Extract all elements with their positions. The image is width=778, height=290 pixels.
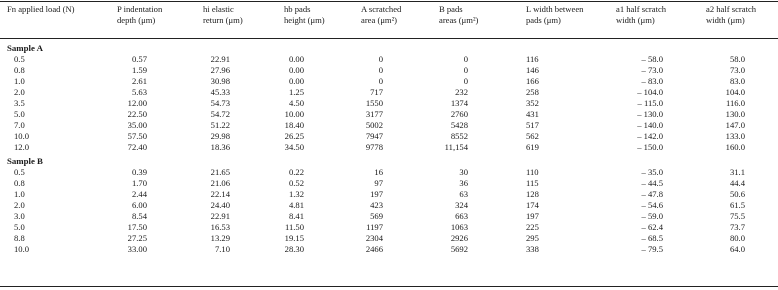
table-cell: 0.57: [131, 54, 147, 64]
table-cell: 0.8: [14, 65, 25, 75]
table-cell: 80.0: [729, 233, 745, 243]
table-cell: 24.40: [210, 200, 230, 210]
table-cell: 1197: [366, 222, 383, 232]
table-cell: 352: [526, 98, 539, 108]
column-header-line2: depth (μm): [117, 14, 156, 25]
table-cell: 11,154: [444, 142, 468, 152]
table-cell: 717: [370, 87, 383, 97]
table-cell: 50.6: [729, 189, 745, 199]
table-cell: 338: [526, 244, 539, 254]
table-cell: 1550: [365, 98, 383, 108]
table-cell: 30: [459, 167, 468, 177]
table-cell: 258: [526, 87, 539, 97]
table-cell: 4.81: [288, 200, 304, 210]
table-cell: 22.14: [210, 189, 230, 199]
table-cell: 8.54: [131, 211, 147, 221]
column-header-line1: L width between: [526, 4, 584, 14]
table-cell: 10.0: [14, 131, 30, 141]
column-header-line1: P indentation: [117, 4, 163, 14]
table-cell: 72.40: [127, 142, 147, 152]
table-cell: 160.0: [725, 142, 745, 152]
table-cell: 8552: [450, 131, 468, 141]
table-cell: 18.40: [284, 120, 304, 130]
table-cell: 0: [463, 76, 468, 86]
table-cell: 116.0: [725, 98, 745, 108]
table-cell: 29.98: [210, 131, 230, 141]
table-cell: 0: [463, 54, 468, 64]
table-cell: 19.15: [284, 233, 304, 243]
column-header-line1: a2 half scratch: [706, 4, 757, 14]
table-row: [0, 76, 778, 87]
table-cell: 3.0: [14, 211, 25, 221]
table-cell: 61.5: [729, 200, 745, 210]
table-cell: 619: [526, 142, 539, 152]
column-header-line2: return (μm): [203, 14, 243, 25]
table-cell: 2926: [450, 233, 468, 243]
table-cell: 26.25: [284, 131, 304, 141]
table-cell: 5692: [450, 244, 468, 254]
column-header-0: [7, 4, 75, 15]
table-row: [0, 65, 778, 76]
table-cell: 1.0: [14, 76, 25, 86]
column-header-5: [439, 4, 478, 25]
table-cell: – 58.0: [641, 54, 663, 64]
table-cell: 197: [370, 189, 383, 199]
table-cell: 13.29: [210, 233, 230, 243]
section-title: Sample A: [7, 43, 43, 53]
table-row: [0, 233, 778, 244]
table-cell: 517: [526, 120, 539, 130]
table-cell: 22.91: [210, 54, 230, 64]
table-cell: 1374: [450, 98, 468, 108]
table-cell: 9778: [365, 142, 383, 152]
table-cell: 232: [455, 87, 468, 97]
table-bottom-rule: [0, 286, 778, 287]
table-cell: 73.7: [729, 222, 745, 232]
table-row: [0, 222, 778, 233]
table-row: [0, 244, 778, 255]
table-cell: 2304: [365, 233, 383, 243]
table-cell: 27.96: [210, 65, 230, 75]
table-cell: 21.65: [210, 167, 230, 177]
table-cell: 63: [459, 189, 468, 199]
table-cell: 18.36: [210, 142, 230, 152]
section-title: Sample B: [7, 156, 43, 166]
table-cell: 0.5: [14, 54, 25, 64]
table-row: [0, 211, 778, 222]
table-cell: – 59.0: [641, 211, 663, 221]
table-cell: 0.00: [288, 54, 304, 64]
table-cell: 5.0: [14, 109, 25, 119]
table-cell: 10.0: [14, 244, 30, 254]
table-row: [0, 98, 778, 109]
table-cell: 0.52: [288, 178, 304, 188]
table-cell: 2.0: [14, 87, 25, 97]
table-cell: 7.10: [214, 244, 230, 254]
column-header-4: [361, 4, 401, 25]
column-header-2: [203, 4, 243, 25]
table-cell: 22.50: [127, 109, 147, 119]
column-header-line1: Fn applied load (N): [7, 4, 75, 14]
table-cell: 7.0: [14, 120, 25, 130]
table-cell: 2.44: [131, 189, 147, 199]
table-cell: – 115.0: [637, 98, 663, 108]
table-cell: 1063: [450, 222, 468, 232]
table-cell: 75.5: [729, 211, 745, 221]
table-row: [0, 120, 778, 131]
table-cell: 17.50: [127, 222, 147, 232]
table-cell: – 35.0: [641, 167, 663, 177]
table-cell: 35.00: [127, 120, 147, 130]
table-cell: – 79.5: [641, 244, 663, 254]
table-cell: 225: [526, 222, 539, 232]
table-cell: 0: [378, 76, 383, 86]
table-cell: 3177: [365, 109, 383, 119]
table-cell: 562: [526, 131, 539, 141]
table-cell: 174: [526, 200, 539, 210]
table-cell: 7947: [365, 131, 383, 141]
table-cell: 31.1: [729, 167, 745, 177]
table-cell: 45.33: [210, 87, 230, 97]
table-cell: 5.63: [131, 87, 147, 97]
table-cell: – 140.0: [637, 120, 663, 130]
table-cell: 64.0: [729, 244, 745, 254]
table-cell: 197: [526, 211, 539, 221]
column-header-1: [117, 4, 162, 25]
column-header-line1: hi elastic: [203, 4, 234, 14]
table-cell: 1.25: [288, 87, 304, 97]
table-cell: 21.06: [210, 178, 230, 188]
table-header-rule: [0, 38, 778, 39]
table-cell: 569: [370, 211, 383, 221]
table-cell: 5002: [365, 120, 383, 130]
table-cell: 83.0: [729, 76, 745, 86]
column-header-line2: area (μm²): [361, 14, 398, 25]
table-cell: 1.0: [14, 189, 25, 199]
table-cell: 147.0: [725, 120, 745, 130]
table-row: [0, 87, 778, 98]
table-cell: 104.0: [725, 87, 745, 97]
table-cell: 58.0: [729, 54, 745, 64]
table-cell: – 73.0: [641, 65, 663, 75]
table-cell: 166: [526, 76, 539, 86]
table-cell: 5.0: [14, 222, 25, 232]
table-row: [0, 178, 778, 189]
table-cell: 116: [526, 54, 539, 64]
table-cell: 130.0: [725, 109, 745, 119]
table-cell: 128: [526, 189, 539, 199]
table-cell: 146: [526, 65, 539, 75]
table-cell: 115: [526, 178, 539, 188]
column-header-line2: height (μm): [284, 14, 325, 25]
table-cell: 16.53: [210, 222, 230, 232]
table-cell: 54.72: [210, 109, 230, 119]
table-cell: 0.00: [288, 65, 304, 75]
table-cell: 0.39: [131, 167, 147, 177]
table-row: [0, 200, 778, 211]
table-cell: 51.22: [210, 120, 230, 130]
column-header-line1: A scratched: [361, 4, 402, 14]
table-cell: – 130.0: [637, 109, 663, 119]
table-cell: 6.00: [131, 200, 147, 210]
table-cell: 8.41: [288, 211, 304, 221]
table-row: [0, 54, 778, 65]
table-cell: 0: [463, 65, 468, 75]
table-cell: – 54.6: [641, 200, 663, 210]
table-cell: 5428: [450, 120, 468, 130]
table-cell: 28.30: [284, 244, 304, 254]
table-cell: 110: [526, 167, 539, 177]
table-cell: – 104.0: [637, 87, 663, 97]
table-top-rule: [0, 1, 778, 2]
column-header-line2: pads (μm): [526, 14, 561, 25]
table-cell: 0.8: [14, 178, 25, 188]
table-cell: 27.25: [127, 233, 147, 243]
column-header-line2: width (μm): [616, 14, 655, 25]
table-cell: 8.8: [14, 233, 25, 243]
column-header-line1: B pads: [439, 4, 463, 14]
table-cell: 0: [378, 65, 383, 75]
table-cell: 22.91: [210, 211, 230, 221]
table-cell: 33.00: [127, 244, 147, 254]
table-cell: – 44.5: [641, 178, 663, 188]
column-header-6: [526, 4, 583, 25]
table-cell: 97: [374, 178, 383, 188]
table-cell: 30.98: [210, 76, 230, 86]
table-cell: – 62.4: [641, 222, 663, 232]
table-cell: 16: [374, 167, 383, 177]
table-cell: 2760: [450, 109, 468, 119]
table-cell: 2.61: [131, 76, 147, 86]
table-cell: – 83.0: [641, 76, 663, 86]
column-header-line2: areas (μm²): [439, 14, 479, 25]
column-header-line2: width (μm): [706, 14, 745, 25]
table-cell: 0.22: [288, 167, 304, 177]
table-cell: 54.73: [210, 98, 230, 108]
table-cell: 0.00: [288, 76, 304, 86]
table-cell: 2.0: [14, 200, 25, 210]
table-cell: 0.5: [14, 167, 25, 177]
table-cell: 4.50: [288, 98, 304, 108]
table-cell: 34.50: [284, 142, 304, 152]
table-cell: 133.0: [725, 131, 745, 141]
table-cell: 73.0: [729, 65, 745, 75]
table-cell: 663: [455, 211, 468, 221]
table-cell: 11.50: [284, 222, 304, 232]
table-row: [0, 167, 778, 178]
table-cell: – 68.5: [641, 233, 663, 243]
table-cell: – 47.8: [641, 189, 663, 199]
column-header-8: [706, 4, 756, 25]
table-cell: 295: [526, 233, 539, 243]
column-header-line1: hb pads: [284, 4, 311, 14]
table-row: [0, 131, 778, 142]
table-cell: 57.50: [127, 131, 147, 141]
table-cell: 2466: [365, 244, 383, 254]
table-cell: 12.0: [14, 142, 30, 152]
table-cell: 10.00: [284, 109, 304, 119]
table-cell: 1.59: [131, 65, 147, 75]
table-row: [0, 189, 778, 200]
table-cell: 431: [526, 109, 539, 119]
table-row: [0, 142, 778, 153]
table-cell: 3.5: [14, 98, 25, 108]
column-header-7: [616, 4, 666, 25]
table-cell: 36: [459, 178, 468, 188]
table-cell: 12.00: [127, 98, 147, 108]
table-cell: – 150.0: [637, 142, 663, 152]
column-header-line1: a1 half scratch: [616, 4, 667, 14]
table-cell: 423: [370, 200, 383, 210]
table-cell: 324: [455, 200, 468, 210]
table-cell: 0: [378, 54, 383, 64]
table-cell: 1.32: [288, 189, 304, 199]
column-header-3: [284, 4, 325, 25]
table-row: [0, 109, 778, 120]
table-cell: 1.70: [131, 178, 147, 188]
table-cell: – 142.0: [637, 131, 663, 141]
table-cell: 44.4: [729, 178, 745, 188]
